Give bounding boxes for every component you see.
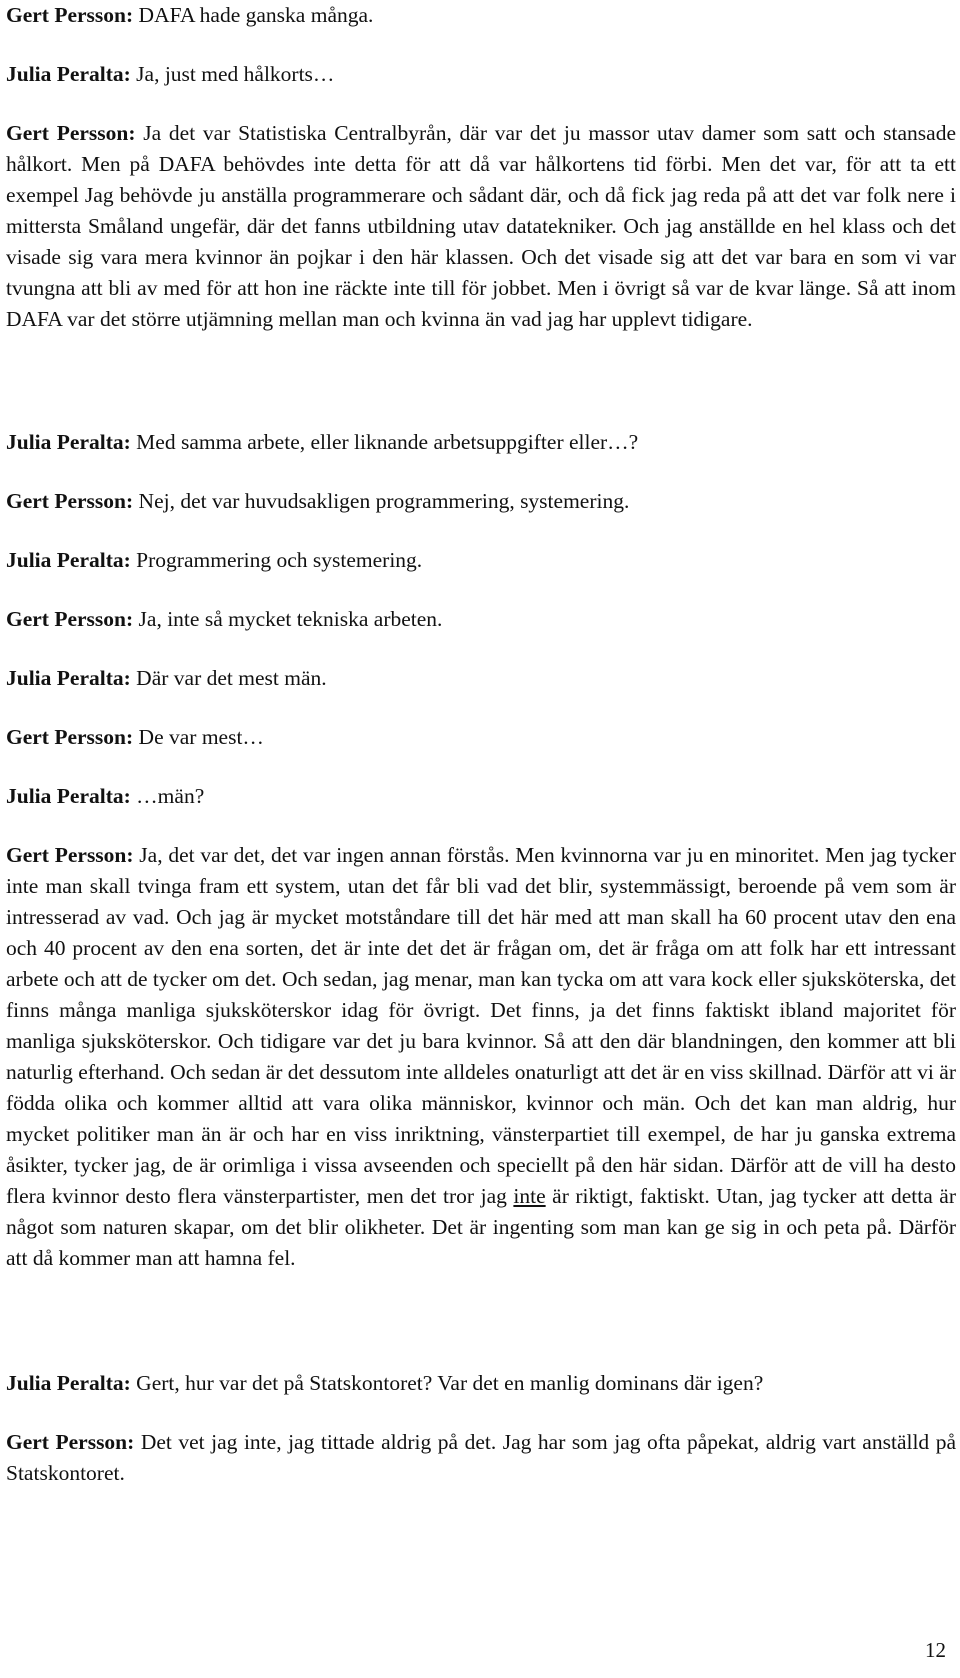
dialogue-turn: [6, 840, 956, 1274]
page-number: 12: [925, 1638, 946, 1662]
turn-text: De var mest…: [133, 724, 264, 749]
speaker-name: Gert Persson:: [6, 488, 134, 513]
speaker-name: Julia Peralta:: [6, 665, 131, 690]
speaker-name: Julia Peralta:: [6, 783, 131, 808]
dialogue-turn: [6, 427, 956, 458]
turn-text: …män?: [130, 783, 205, 808]
speaker-name: Gert Persson:: [6, 724, 134, 749]
turn-text: Ja, det var det, det var ingen annan förstås. Men kvinnorna var ju en minoritet. Men jag tycker inte man skall tvinga fram ett system, utan det får bli vad det blir, systemmässigt, beroende på vem som är intresserad av vad. Och jag är mycket motståndare till det här med att man skall ha 60 procent utav den ena och 40 procent av den ena sorten, det är inte det det är frågan om, det är fråga om att folk har ett intressant arbete och att de tycker om det. Och sedan, jag menar, man kan tycka om att vara kock eller sjuksköterska, det finns många manliga sjuksköterskor idag för övrigt. Det finns, ja det finns faktiskt ibland majoritet för manliga sjuksköterskor. Och tidigare var det ju bara kvinnor. Så att den där blandningen, den kommer att bli naturlig efterhand. Och sedan är det dessutom inte alldeles onaturligt att det är en viss skillnad. Därför att vi är födda olika och kommer alltid att vara olika människor, kvinnor och män. Och det kan man aldrig, hur mycket politiker man än är och har en viss inriktning, vänsterpartiet till exempel, de har ju ganska extrema åsikter, tycker jag, de är orimliga i vissa avseenden och speciellt på den här sidan. Därför att de vill ha desto flera kvinnor desto flera vänsterpartister, men det tror jag: [6, 842, 956, 1208]
dialogue-turn: [6, 663, 956, 694]
speaker-name: Julia Peralta:: [6, 547, 131, 572]
turn-text: är riktigt, faktiskt. Utan, jag tycker att detta är något som naturen skapar, om det blir olikheter. Det är ingenting som man kan ge sig in och peta på. Därför att då kommer man att hamna fel.: [6, 1183, 956, 1270]
speaker-name: Gert Persson:: [6, 842, 134, 867]
speaker-name: Gert Persson:: [6, 1429, 135, 1454]
dialogue-turn: [6, 118, 956, 335]
turn-text: DAFA hade ganska många.: [133, 2, 374, 27]
dialogue-turn: [6, 486, 956, 517]
turn-text: Det vet jag inte, jag tittade aldrig på det. Jag har som jag ofta påpekat, aldrig vart anställd på Statskontoret.: [6, 1429, 956, 1485]
speaker-name: Julia Peralta:: [6, 61, 131, 86]
turn-text: Nej, det var huvudsakligen programmering, systemering.: [133, 488, 630, 513]
dialogue-turn: [6, 545, 956, 576]
turn-text: Ja, inte så mycket tekniska arbeten.: [133, 606, 443, 631]
turn-text: Ja, just med hålkorts…: [130, 61, 335, 86]
turn-text: Där var det mest män.: [130, 665, 327, 690]
turn-text: Programmering och systemering.: [130, 547, 423, 572]
dialogue-turn: [6, 1368, 956, 1399]
speaker-name: Gert Persson:: [6, 606, 134, 631]
speaker-name: Gert Persson:: [6, 2, 134, 27]
dialogue-turn: [6, 781, 956, 812]
dialogue-turn: [6, 722, 956, 753]
dialogue-turn: [6, 59, 956, 90]
speaker-name: Julia Peralta:: [6, 429, 131, 454]
turn-text: Gert, hur var det på Statskontoret? Var det en manlig dominans där igen?: [130, 1370, 764, 1395]
dialogue-turn: [6, 1427, 956, 1489]
dialogue-turn: [6, 604, 956, 635]
turn-text: Med samma arbete, eller liknande arbetsuppgifter eller…?: [130, 429, 639, 454]
turn-text: Ja det var Statistiska Centralbyrån, där var det ju massor utav damer som satt och stansade hålkort. Men på DAFA behövdes inte detta för att då var hålkortens tid förbi. Men det var, för att ta ett exempel Jag behövde ju anställa programmerare och sådant där, och då fick jag reda på att det var folk nere i mittersta Småland ungefär, där det fanns utbildning utav datatekniker. Och jag anställde en hel klass och det visade sig vara mera kvinnor än pojkar i den här klassen. Och det visade sig att det var bara en som vi var tvungna att bli av med för att hon ine räckte inte till för jobbet. Men i övrigt så var de kvar länge. Så att inom DAFA var det större utjämning mellan man och kvinna än vad jag har upplevt tidigare.: [6, 120, 956, 331]
dialogue-turn: [6, 0, 956, 31]
speaker-name: Gert Persson:: [6, 120, 136, 145]
underlined-word: inte: [513, 1183, 546, 1208]
speaker-name: Julia Peralta:: [6, 1370, 131, 1395]
